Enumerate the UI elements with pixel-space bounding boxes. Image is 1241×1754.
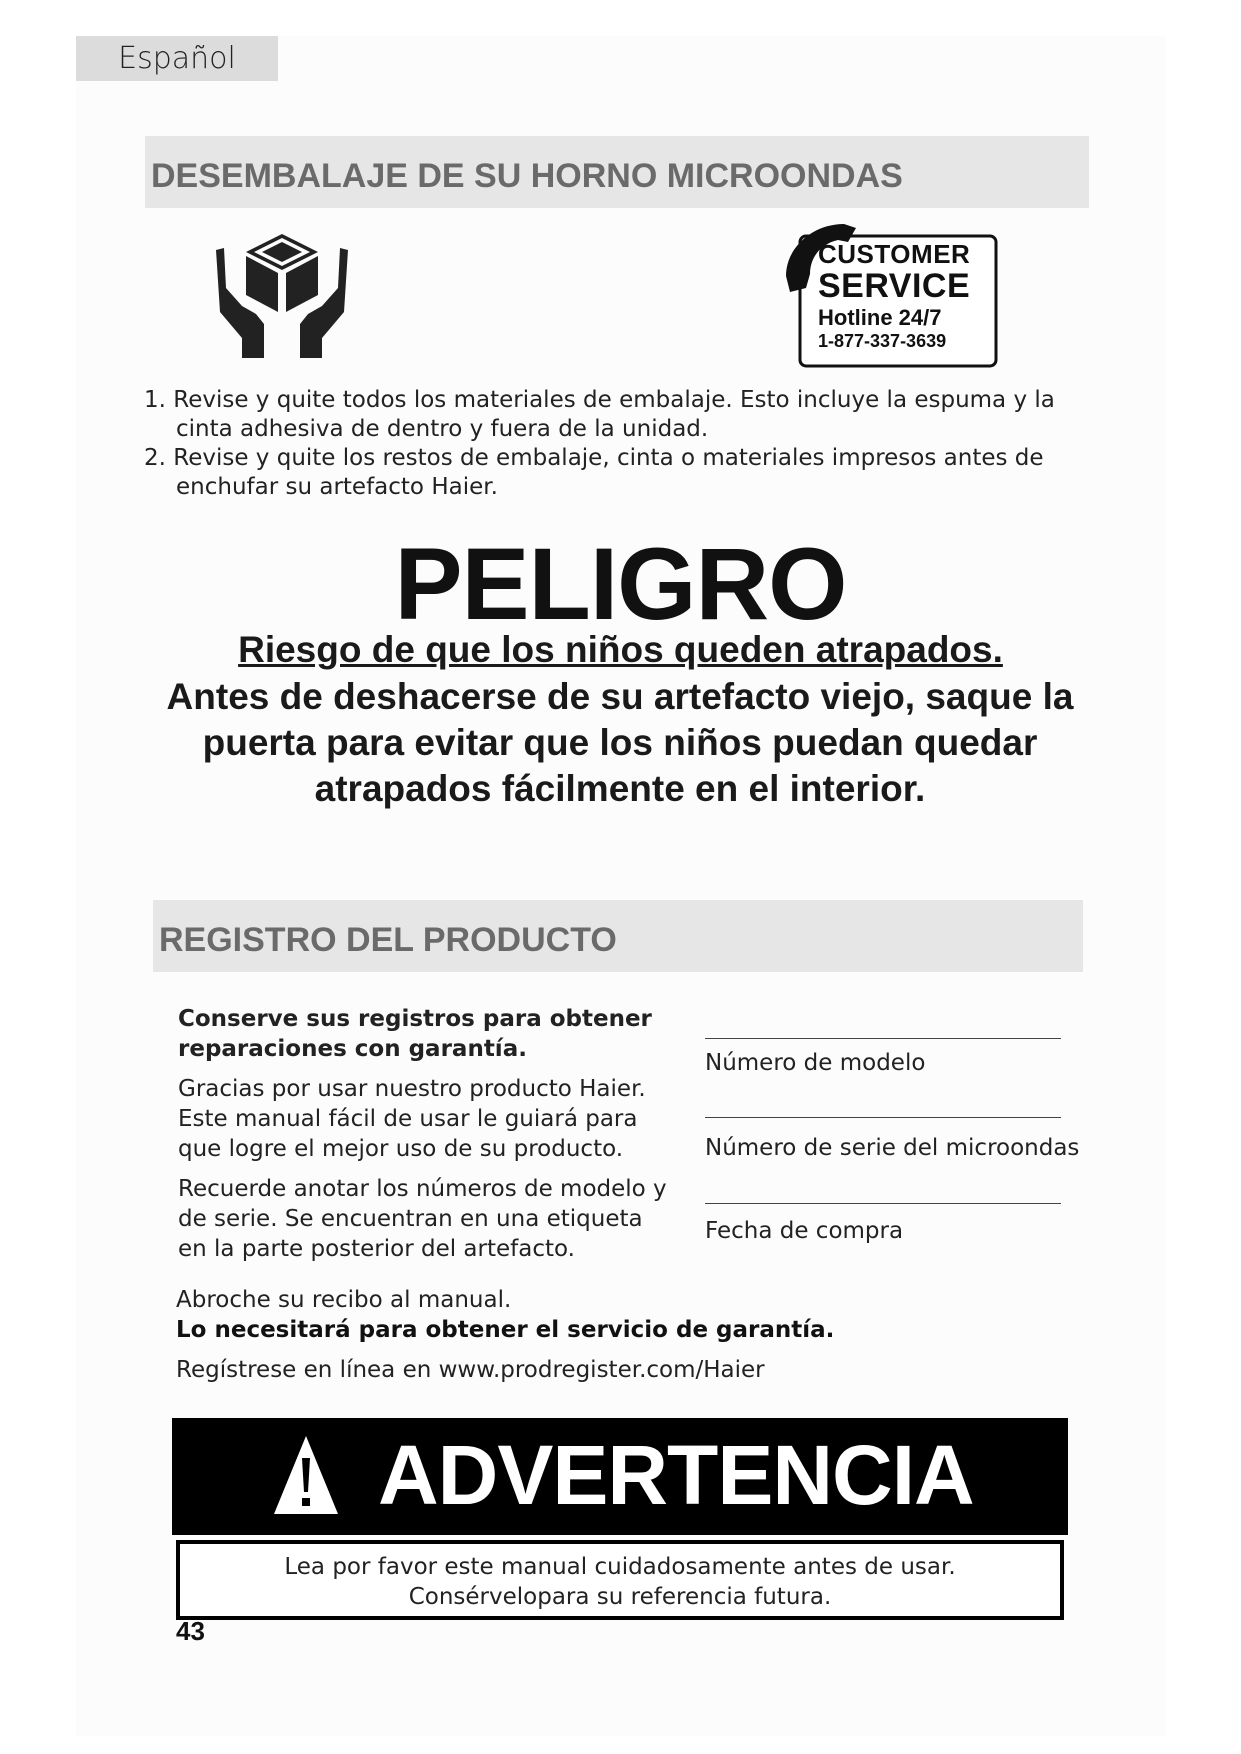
registration-instructions <box>178 1004 678 1274</box>
serial-number-line <box>705 1117 1061 1118</box>
registration-heading: REGISTRO DEL PRODUCTO <box>153 900 1083 972</box>
danger-body: Antes de deshacerse de su artefacto viejo, saque la puerta para evitar que los niños puedan quedar atrapados fácilmente en el interior. <box>166 676 1074 809</box>
danger-subtitle: Riesgo de que los niños queden atrapados. <box>238 629 1003 670</box>
unpacking-steps <box>144 386 1084 502</box>
model-number-line <box>705 1038 1061 1039</box>
handle-with-care-icon <box>212 226 352 366</box>
list-item: 1. Revise y quite todos los materiales de embalaje. Esto incluye la espuma y la cinta adhesiva de dentro y fuera de la unidad. <box>144 387 1055 442</box>
register-online-text: Regístrese en línea en www.prodregister.com/Haier <box>176 1357 765 1383</box>
unpacking-heading: DESEMBALAJE DE SU HORNO MICROONDAS <box>145 136 1089 208</box>
warning-note <box>176 1540 1064 1620</box>
model-number-label: Número de modelo <box>705 1050 926 1076</box>
cs-phone: 1-877-337-3639 <box>818 331 947 351</box>
purchase-date-label: Fecha de compra <box>705 1218 904 1244</box>
keep-records-text: Conserve sus registros para obtener reparaciones con garantía. <box>178 1006 652 1062</box>
danger-title: PELIGRO <box>394 527 847 641</box>
staple-receipt-text: Abroche su recibo al manual. <box>176 1287 512 1313</box>
list-item: 2. Revise y quite los restos de embalaje, cinta o materiales impresos antes de enchufar su artefacto Haier. <box>144 445 1044 500</box>
cs-line1: CUSTOMER <box>818 239 971 269</box>
page-number: 43 <box>176 1616 205 1646</box>
serial-number-label: Número de serie del microondas <box>705 1135 1080 1161</box>
warning-line2: Consérvelopara su referencia futura. <box>408 1584 832 1610</box>
customer-service-logo <box>782 218 1000 370</box>
warning-triangle-icon <box>272 1434 340 1516</box>
remember-text: Recuerde anotar los números de modelo y de serie. Se encuentran en una etiqueta en la parte posterior del artefacto. <box>178 1176 667 1262</box>
cs-line3: Hotline 24/7 <box>818 305 942 330</box>
purchase-date-line <box>705 1203 1061 1204</box>
thanks-text: Gracias por usar nuestro producto Haier. Este manual fácil de usar le guiará para que logre el mejor uso de su producto. <box>178 1076 646 1162</box>
warning-banner <box>172 1418 1068 1535</box>
warranty-need-text: Lo necesitará para obtener el servicio de garantía. <box>176 1317 835 1343</box>
language-tab: Español <box>76 36 278 81</box>
warning-title: ADVERTENCIA <box>378 1428 974 1522</box>
warning-line1: Lea por favor este manual cuidadosamente antes de usar. <box>284 1554 956 1580</box>
cs-line2: SERVICE <box>818 267 971 305</box>
